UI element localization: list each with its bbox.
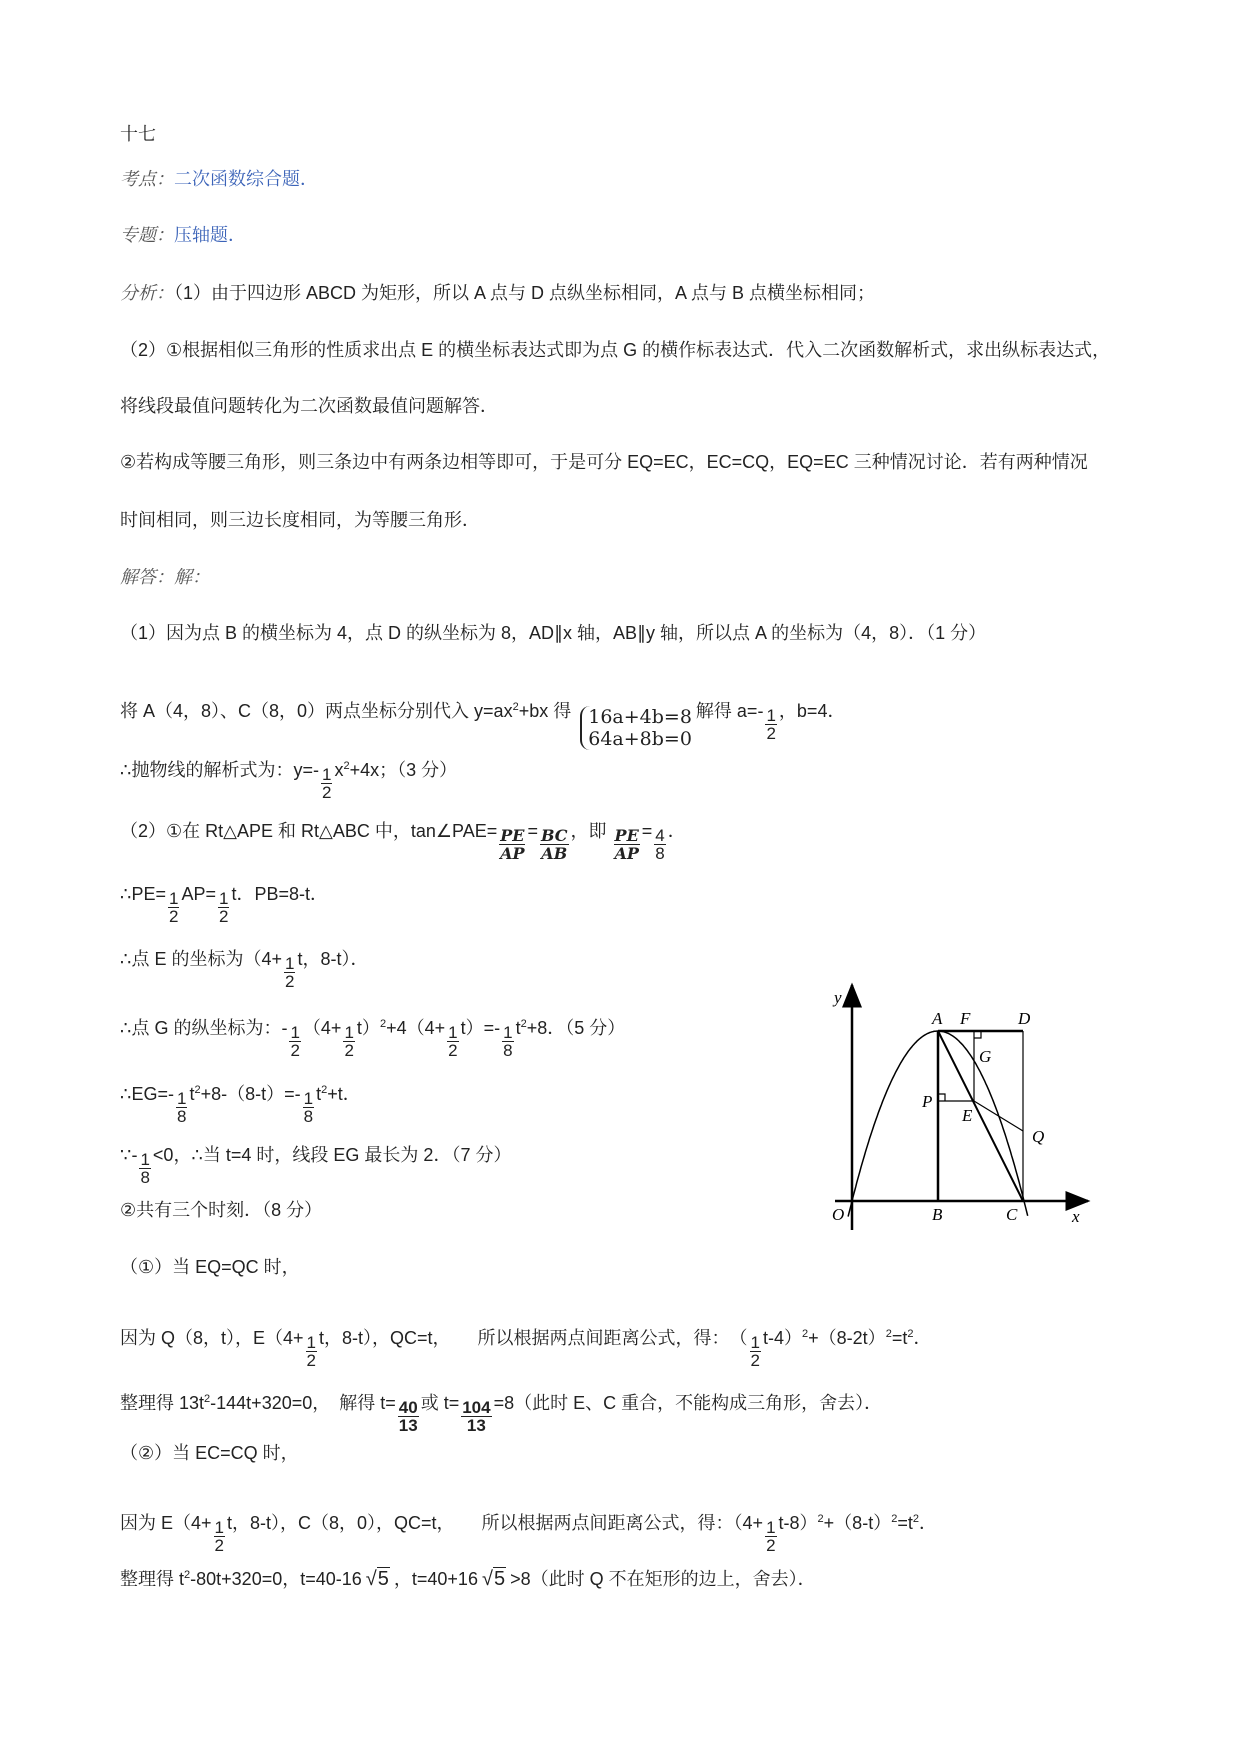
text-run: t，8-t）． <box>297 949 369 969</box>
text-run: +4（4+ <box>386 1018 446 1038</box>
denominator: 2 <box>766 1536 776 1555</box>
text-run: （2）①在 Rt△APE 和 Rt△ABC 中，tan∠PAE= <box>120 821 498 841</box>
text-run: t-8） <box>778 1513 818 1533</box>
text-run: +bx 得 <box>518 701 577 721</box>
denominator: 2 <box>750 1351 761 1370</box>
text-run: -144t+320=0， 解得 t= <box>210 1393 396 1413</box>
label-g: G <box>979 1047 992 1066</box>
text-run: t-4） <box>763 1328 803 1348</box>
denominator: 2 <box>766 724 776 743</box>
numerator: 1 <box>306 1333 317 1352</box>
denominator: AP <box>614 844 639 863</box>
text-run: >8（此时 Q 不在矩形的边上，舍去）． <box>510 1569 816 1589</box>
zhuanti-label: 专题： <box>120 225 174 245</box>
text-run: ∴EG=- <box>120 1084 174 1104</box>
jieda-label: 解答： <box>120 567 174 587</box>
numerator: 1 <box>750 1333 761 1352</box>
denominator: 2 <box>284 972 295 991</box>
label-d: D <box>1018 1009 1031 1028</box>
label-b: B <box>932 1205 943 1224</box>
numerator: 104 <box>462 1398 491 1417</box>
text-run: 整理得 t <box>120 1569 185 1589</box>
denominator: 13 <box>466 1416 486 1435</box>
kaodian-link[interactable]: 二次函数综合题． <box>174 169 318 189</box>
numerator: BC <box>540 826 568 845</box>
text-run: t <box>189 1084 195 1104</box>
analysis-text: 时间相同，则三边长度相同，为等腰三角形． <box>120 510 480 530</box>
analysis-text: 将线段最值问题转化为二次函数最值问题解答． <box>120 396 498 416</box>
denominator: AP <box>500 844 525 863</box>
text-run: ∴抛物线的解析式为：y=- <box>120 760 319 780</box>
equation: 16a+4b=8 <box>588 706 692 728</box>
numerator: 1 <box>218 889 229 908</box>
text-run: +（8-t） <box>823 1513 892 1533</box>
superscript: 2 <box>194 1084 201 1096</box>
numerator: PE <box>614 826 639 845</box>
numerator: 1 <box>766 1518 776 1537</box>
text-run: -80t+320=0，t=40-16 <box>190 1569 362 1589</box>
radicand: 5 <box>493 1568 506 1590</box>
label-e: E <box>962 1106 973 1125</box>
text-run: = <box>527 821 538 841</box>
label-q: Q <box>1032 1127 1045 1146</box>
text-run: 整理得 13t <box>120 1393 205 1413</box>
text-run: ∴点 E 的坐标为（4+ <box>120 949 282 969</box>
numerator: 1 <box>168 889 179 908</box>
text-run: t <box>515 1018 521 1038</box>
superscript: 2 <box>912 1513 919 1525</box>
text-run: =t <box>891 1328 908 1348</box>
analysis-text: ②若构成等腰三角形，则三条边中有两条边相等即可，于是可分 EQ=EC，EC=CQ，EQ=EC 三种情况讨论．若有两种情况 <box>120 452 1088 472</box>
numerator: 1 <box>284 954 295 973</box>
label-p: P <box>922 1092 933 1111</box>
numerator: 4 <box>655 826 665 845</box>
numerator: 1 <box>140 1150 150 1169</box>
text-run: t） <box>356 1018 380 1038</box>
text-run: ∵- <box>120 1145 138 1165</box>
denominator: 2 <box>448 1041 458 1060</box>
denominator: 2 <box>290 1041 300 1060</box>
denominator: 2 <box>214 1536 224 1555</box>
text-run: 解得 a=- <box>695 701 764 721</box>
denominator: AB <box>541 844 568 863</box>
denominator: 2 <box>321 783 332 802</box>
superscript: 2 <box>204 1393 211 1405</box>
text-run: t <box>316 1084 322 1104</box>
text-run: ，b=4． <box>778 701 846 721</box>
text-run: ． <box>667 821 686 841</box>
superscript: 2 <box>802 1328 809 1340</box>
text-run: =8（此时 E、C 重合，不能构成三角形，舍去）． <box>493 1393 883 1413</box>
text-run: （4+ <box>302 1018 342 1038</box>
superscript: 2 <box>321 1084 328 1096</box>
numerator: 1 <box>766 706 776 725</box>
numerator: 1 <box>303 1089 314 1108</box>
text-run: +4x；（3 分） <box>349 760 458 780</box>
text-run: t）=- <box>460 1018 501 1038</box>
fenxi-label: 分析： <box>120 283 174 303</box>
label-o: O <box>832 1205 845 1224</box>
numerator: PE <box>500 826 525 845</box>
text-run: （1）因为点 B 的横坐标为 4，点 D 的纵坐标为 8，AD∥x 轴，AB∥y 轴，所以点 A 的坐标为（4，8）．（1 分） <box>120 623 987 643</box>
denominator: 8 <box>655 844 665 863</box>
text-run: 因为 Q（8，t），E（4+ <box>120 1328 304 1348</box>
denominator: 2 <box>218 907 229 926</box>
text-run: +8．（5 分） <box>526 1018 626 1038</box>
text-run: +t． <box>327 1084 361 1104</box>
text-run: t．PB=8-t． <box>231 884 328 904</box>
zhuanti-link[interactable]: 压轴题． <box>174 225 246 245</box>
label-f: F <box>960 1009 971 1028</box>
text-run: （②）当 EC=CQ 时， <box>120 1443 299 1463</box>
text-run: x <box>334 760 344 780</box>
radical-sign: √ <box>365 1568 377 1590</box>
text-run: （①）当 EQ=QC 时， <box>120 1257 300 1277</box>
denominator: 2 <box>168 907 179 926</box>
denominator: 8 <box>140 1168 150 1187</box>
label-x: x <box>1072 1207 1080 1226</box>
kaodian-label: 考点： <box>120 169 174 189</box>
denominator: 8 <box>303 1107 314 1126</box>
text-run: t，8-t），QC=t， 所以根据两点间距离公式，得： （ <box>319 1328 748 1348</box>
text-run: 将 A（4，8）、C（8，0）两点坐标分别代入 y=ax <box>120 701 513 721</box>
text-run: =t <box>897 1513 913 1533</box>
numerator: 1 <box>176 1089 187 1108</box>
superscript: 2 <box>343 760 350 772</box>
denominator: 2 <box>306 1351 317 1370</box>
denominator: 2 <box>344 1041 354 1060</box>
numerator: 1 <box>290 1023 300 1042</box>
superscript: 2 <box>520 1018 527 1030</box>
radical-sign: √ <box>481 1568 493 1590</box>
radicand: 5 <box>377 1568 389 1590</box>
text-run: ． <box>918 1513 937 1533</box>
numerator: 1 <box>448 1023 458 1042</box>
equation: 64a+8b=0 <box>588 728 692 750</box>
label-c: C <box>1006 1205 1018 1224</box>
superscript: 2 <box>817 1513 824 1525</box>
analysis-text: （1）由于四边形 ABCD 为矩形，所以 A 点与 D 点纵坐标相同，A 点与 B 点横坐标相同； <box>174 283 876 303</box>
numerator: 40 <box>398 1398 418 1417</box>
analysis-text: （2）①根据相似三角形的性质求出点 E 的横坐标表达式即为点 G 的横作标表达式．代入二次函数解析式，求出纵标表达式， <box>120 340 1111 360</box>
label-a: A <box>932 1009 943 1028</box>
superscript: 2 <box>907 1328 914 1340</box>
superscript: 2 <box>885 1328 892 1340</box>
text-run: AP= <box>181 884 216 904</box>
text-run: 因为 E（4+ <box>120 1513 212 1533</box>
text-run: = <box>641 821 653 841</box>
superscript: 2 <box>379 1018 387 1030</box>
superscript: 2 <box>184 1569 191 1581</box>
label-y: y <box>834 988 842 1007</box>
text-run: ，即 <box>570 821 612 841</box>
denominator: 13 <box>398 1416 418 1435</box>
text-run: +（8-2t） <box>808 1328 886 1348</box>
numerator: 1 <box>344 1023 354 1042</box>
text-run: +8-（8-t）=- <box>200 1084 301 1104</box>
text-run: ，t=40+16 <box>393 1569 478 1589</box>
superscript: 2 <box>512 701 519 713</box>
text-run: t，8-t），C（8，0），QC=t， 所以根据两点间距离公式，得：（4+ <box>227 1513 764 1533</box>
numerator: 1 <box>321 765 332 784</box>
text-run: ②共有三个时刻．（8 分） <box>120 1200 323 1220</box>
problem-number: 十七 <box>120 124 156 144</box>
numerator: 1 <box>503 1023 513 1042</box>
superscript: 2 <box>891 1513 898 1525</box>
denominator: 8 <box>503 1041 513 1060</box>
jieda-value: 解： <box>174 567 210 587</box>
text-run: ∴点 G 的纵坐标为：- <box>120 1018 288 1038</box>
numerator: 1 <box>214 1518 224 1537</box>
text-run: ∴PE= <box>120 884 166 904</box>
text-run: ． <box>913 1328 932 1348</box>
text-run: <0，∴当 t=4 时，线段 EG 最长为 2．（7 分） <box>152 1145 512 1165</box>
denominator: 8 <box>176 1107 187 1126</box>
text-run: 或 t= <box>420 1393 460 1413</box>
